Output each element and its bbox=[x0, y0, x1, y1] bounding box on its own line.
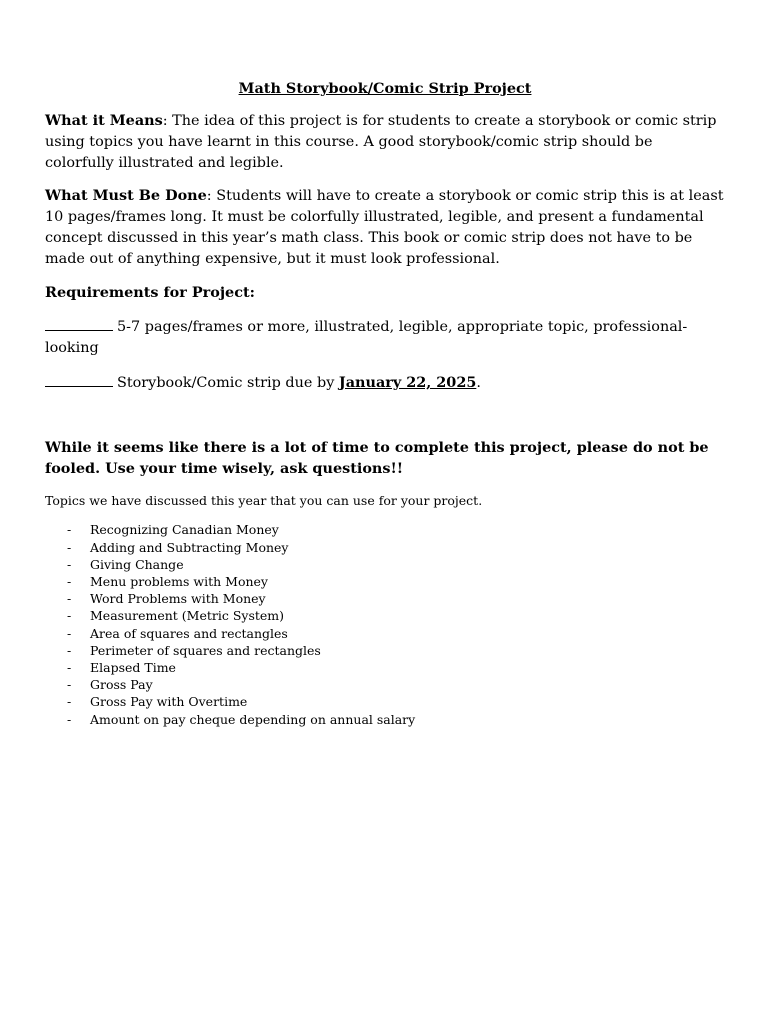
topic-label: Measurement (Metric System) bbox=[90, 608, 285, 624]
requirement-pages-text: 5-7 pages/frames or more, illustrated, legible, appropriate topic, professional-looking bbox=[45, 319, 688, 357]
what-it-means-paragraph bbox=[45, 111, 725, 173]
topic-label: Gross Pay bbox=[90, 677, 153, 693]
list-item bbox=[45, 573, 725, 590]
dash-bullet: - bbox=[67, 711, 72, 727]
dash-bullet: - bbox=[67, 522, 72, 538]
list-item bbox=[45, 556, 725, 573]
topic-list bbox=[45, 521, 725, 727]
list-item bbox=[45, 521, 725, 538]
topic-label: Adding and Subtracting Money bbox=[90, 539, 289, 555]
list-item bbox=[45, 539, 725, 556]
list-item bbox=[45, 642, 725, 659]
dash-bullet: - bbox=[67, 591, 72, 607]
topic-label: Recognizing Canadian Money bbox=[90, 522, 279, 538]
topic-label: Menu problems with Money bbox=[90, 573, 268, 589]
topics-intro: Topics we have discussed this year that you can use for your project. bbox=[45, 493, 483, 509]
spacer bbox=[45, 407, 725, 438]
list-item bbox=[45, 693, 725, 710]
warning-text: While it seems like there is a lot of time to complete this project, please do not be fooled. Use your time wisely, ask questions!! bbox=[45, 438, 709, 477]
topic-label: Word Problems with Money bbox=[90, 591, 266, 607]
due-date-suffix: . bbox=[476, 374, 481, 391]
what-it-means-heading: What it Means bbox=[45, 112, 163, 129]
what-must-be-done-heading: What Must Be Done bbox=[45, 187, 207, 205]
list-item bbox=[45, 607, 725, 624]
list-item bbox=[45, 590, 725, 607]
checkmark-blank bbox=[45, 372, 113, 387]
what-must-be-done-paragraph bbox=[45, 186, 725, 269]
dash-bullet: - bbox=[67, 677, 72, 693]
list-item bbox=[45, 676, 725, 693]
what-it-means-text: : The idea of this project is for students to create a storybook or comic strip using topics you have learnt in this course. A good storybook/comic strip should be colorfully illustrated and legible. bbox=[45, 113, 717, 171]
document-page bbox=[45, 78, 725, 728]
dash-bullet: - bbox=[67, 659, 72, 675]
dash-bullet: - bbox=[67, 625, 72, 641]
requirements-heading: Requirements for Project: bbox=[45, 283, 255, 301]
what-must-be-done-text: : Students will have to create a storybook or comic strip this is at least 10 pages/frames long. It must be colorfully illustrated, legible, and present a fundamental concept discussed in this year’s math class. This book or comic strip does not have to be made out of anything expensive, but it must look professional. bbox=[45, 188, 724, 267]
dash-bullet: - bbox=[67, 556, 72, 572]
requirement-item-due-date bbox=[45, 372, 725, 394]
list-item bbox=[45, 659, 725, 676]
list-item bbox=[45, 625, 725, 642]
topic-label: Perimeter of squares and rectangles bbox=[90, 642, 321, 658]
checkmark-blank bbox=[45, 316, 113, 331]
topic-label: Giving Change bbox=[90, 556, 184, 572]
topic-label: Gross Pay with Overtime bbox=[90, 694, 248, 710]
dash-bullet: - bbox=[67, 694, 72, 710]
list-item bbox=[45, 711, 725, 728]
topic-label: Elapsed Time bbox=[90, 659, 176, 675]
topic-label: Amount on pay cheque depending on annual salary bbox=[90, 711, 416, 727]
requirement-item-pages bbox=[45, 316, 725, 359]
due-date: January 22, 2025 bbox=[338, 373, 477, 391]
due-date-prefix: Storybook/Comic strip due by bbox=[117, 374, 339, 391]
dash-bullet: - bbox=[67, 608, 72, 624]
dash-bullet: - bbox=[67, 642, 72, 658]
document-title: Math Storybook/Comic Strip Project bbox=[238, 80, 532, 97]
dash-bullet: - bbox=[67, 539, 72, 555]
topic-label: Area of squares and rectangles bbox=[90, 625, 288, 641]
dash-bullet: - bbox=[67, 573, 72, 589]
